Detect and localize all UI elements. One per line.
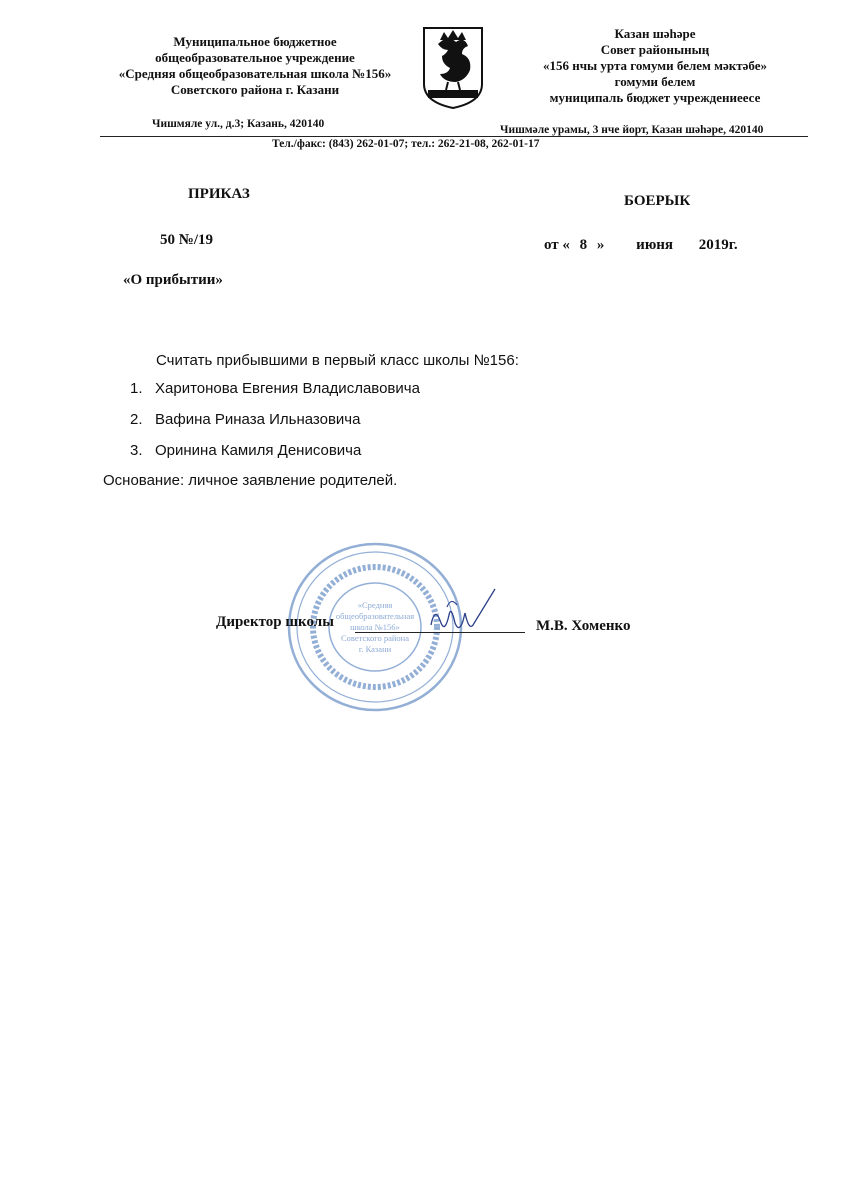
list-item [130,442,420,473]
signatory-name: М.В. Хоменко [536,618,631,634]
address-tt: Чишмәле урамы, 3 нче йорт, Казан шәһәре, 420140 [500,124,764,136]
stamp-line: общеобразовательная [335,611,415,621]
order-title-tt: БОЕРЫК [624,193,691,209]
list-item [130,380,420,411]
header-tt-line: гомуми белем [614,74,696,89]
date-day: 8 [579,237,588,253]
stamp-line: г. Казани [358,644,392,654]
signatory-role: Директор школы [216,614,334,630]
stamp-line: «Средняя [357,600,393,610]
header-ru-line: «Средняя общеобразовательная школа №156» [118,66,392,81]
header-tt-line: Совет районының [600,42,710,57]
header-institution-tt [505,26,805,106]
list-item-name: Харитонова Евгения Владиславовича [155,380,420,397]
order-intro: Считать прибывшими в первый класс школы №156: [156,352,519,369]
list-item-number: 1. [130,380,143,397]
header-ru-line: Советского района г. Казани [170,82,340,97]
kazan-emblem-icon [418,24,488,110]
header-tt-line: «156 нчы урта гомуми белем мәктәбе» [542,58,768,73]
header-institution-ru [95,34,415,98]
header-ru-line: Муниципальное бюджетное [173,34,337,49]
header-divider [100,136,808,137]
order-date [544,237,738,254]
order-basis: Основание: личное заявление родителей. [103,472,398,489]
header-tt-line: муниципаль бюджет учреждениеесе [549,90,761,105]
date-month: июня [636,237,674,253]
header-tt-line: Казан шәһәре [614,26,696,41]
order-subject: «О прибытии» [123,272,223,288]
list-item-name: Вафина Риназа Ильназовича [155,411,361,428]
list-item [130,411,420,442]
stamp-line: Советского района [341,633,409,643]
header-ru-line: общеобразовательное учреждение [155,50,355,65]
stamp-line: школа №156» [350,622,400,632]
list-item-number: 2. [130,411,143,428]
date-year: 2019г. [698,237,738,253]
date-prefix: от « [544,237,570,253]
list-item-number: 3. [130,442,143,459]
handwritten-signature-icon [425,585,505,640]
list-item-name: Оринина Камиля Денисовича [155,442,362,459]
date-close: » [596,237,605,253]
student-list [130,380,420,473]
phone-line: Тел./факс: (843) 262-01-07; тел.: 262-21-08, 262-01-17 [272,138,540,150]
address-ru: Чишмяле ул., д.3; Казань, 420140 [152,118,325,130]
order-title-ru: ПРИКАЗ [188,186,250,202]
order-number: 50 №/19 [160,232,213,248]
